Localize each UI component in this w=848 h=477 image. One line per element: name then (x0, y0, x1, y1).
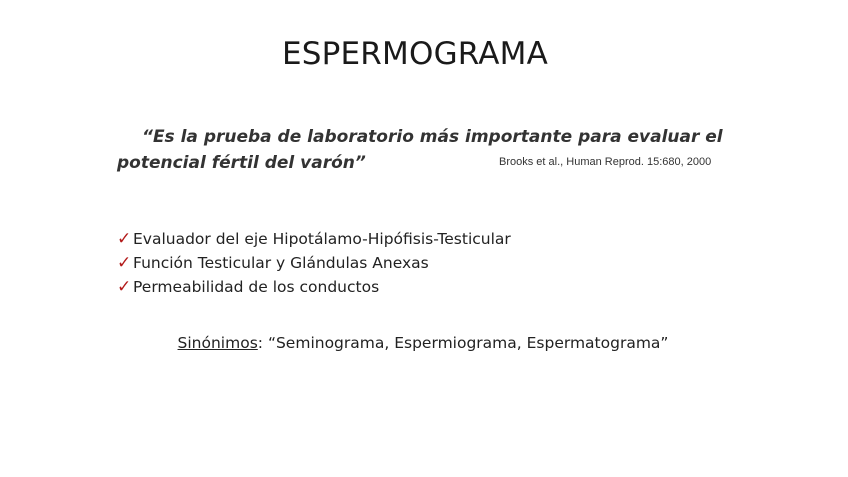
synonyms-label: Sinónimos (177, 334, 258, 352)
quote-citation: Brooks et al., Human Reprod. 15:680, 2000 (499, 156, 712, 168)
bullet-item (117, 275, 511, 299)
synonyms-line (0, 334, 846, 352)
quote-line-1: “Es la prueba de laboratorio más importante para evaluar el (142, 127, 723, 147)
synonyms-text: “Seminograma, Espermiograma, Espermatograma” (263, 334, 669, 352)
bullet-text: Función Testicular y Glándulas Anexas (133, 254, 429, 272)
bullet-text: Permeabilidad de los conductos (133, 278, 380, 296)
quote-block (117, 124, 737, 176)
bullet-text: Evaluador del eje Hipotálamo-Hipófisis-Testicular (133, 230, 511, 248)
quote-line-2: potencial fértil del varón” (117, 153, 366, 173)
bullet-item (117, 251, 511, 275)
checkmark-icon: ✓ (117, 228, 132, 249)
bullet-list (117, 227, 511, 299)
checkmark-icon: ✓ (117, 252, 132, 273)
synonyms-separator: : (257, 334, 264, 352)
slide-title: ESPERMOGRAMA (281, 36, 549, 72)
checkmark-icon: ✓ (117, 276, 132, 297)
bullet-item (117, 227, 511, 251)
